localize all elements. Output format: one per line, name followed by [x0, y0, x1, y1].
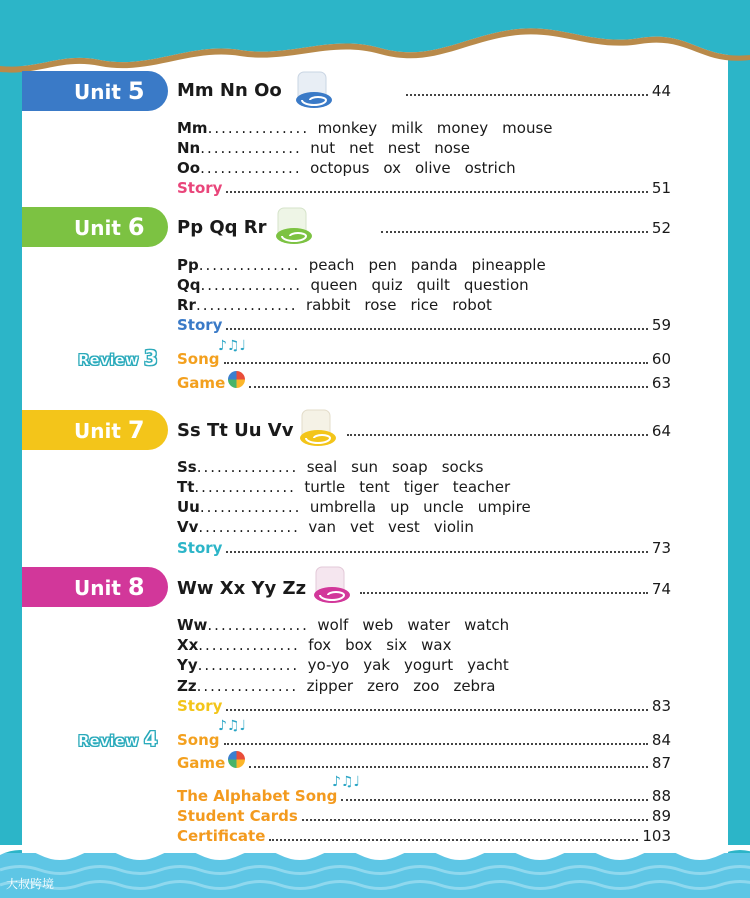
page-number: 44 — [651, 82, 671, 100]
alphabet-song-label: The Alphabet Song — [177, 787, 338, 805]
unit-number: 5 — [127, 77, 145, 105]
page-number: 89 — [651, 807, 671, 825]
toc-line-certificate[interactable] — [177, 827, 671, 845]
page-number: 51 — [651, 179, 671, 197]
page-number: 88 — [651, 787, 671, 805]
toc-line-story[interactable] — [177, 697, 671, 715]
bottom-sea-wave — [0, 845, 750, 898]
toc-line-game[interactable] — [177, 371, 671, 392]
toc-line-story[interactable] — [177, 179, 671, 197]
letter-row: Ss ............... seal sun soap socks — [177, 458, 484, 476]
page-number: 63 — [651, 374, 671, 392]
toc-line-unit-6[interactable] — [177, 217, 671, 238]
story-label: Story — [177, 179, 223, 197]
toc-line-unit-5[interactable] — [177, 80, 671, 101]
unit-6-tab — [22, 207, 168, 247]
music-notes-icon: ♪♫♩ — [218, 718, 247, 734]
unit-word: Unit — [74, 216, 121, 240]
letter-row: Tt ............... turtle tent tiger teacher — [177, 478, 511, 496]
letter-row: Ww ............... wolf web water watch — [177, 616, 510, 634]
unit-number: 7 — [127, 416, 145, 444]
toc-line-story[interactable] — [177, 539, 671, 557]
letter-row: Zz ............... zipper zero zoo zebra — [177, 677, 496, 695]
music-notes-icon: ♪♫♩ — [332, 774, 361, 790]
unit-word: Unit — [74, 576, 121, 600]
song-label: Song — [177, 350, 220, 368]
toc-line-story[interactable] — [177, 316, 671, 334]
student-cards-label: Student Cards — [177, 807, 298, 825]
review-4-label: Review 4 — [78, 727, 158, 751]
page-number: 52 — [651, 219, 671, 237]
page-number: 103 — [642, 827, 671, 845]
page-number: 60 — [651, 350, 671, 368]
watermark: 大叔跨境 — [6, 877, 55, 891]
letter-row: Mm ............... monkey milk money mouse — [177, 119, 553, 137]
unit-7-tab — [22, 410, 168, 450]
story-label: Story — [177, 539, 223, 557]
page-number: 64 — [651, 422, 671, 440]
unit-title: Pp Qq Rr — [177, 217, 267, 238]
letter-row: Yy ............... yo-yo yak yogurt yacht — [177, 656, 509, 674]
unit-title: Ww Xx Yy Zz — [177, 578, 307, 599]
page-number: 84 — [651, 731, 671, 749]
unit-5-tab — [22, 71, 168, 111]
letter-row: Uu ............... umbrella up uncle umpire — [177, 498, 531, 516]
page-number: 59 — [651, 316, 671, 334]
unit-title: Mm Nn Oo — [177, 80, 282, 101]
toc-line-student-cards[interactable] — [177, 807, 671, 825]
review-3-label: Review 3 — [78, 346, 158, 370]
letter-row: Qq ............... queen quiz quilt question — [177, 276, 529, 294]
right-frame — [728, 0, 750, 898]
unit-word: Unit — [74, 419, 121, 443]
unit-8-tab — [22, 567, 168, 607]
letter-row: Pp ............... peach pen panda pineapple — [177, 256, 546, 274]
toc-line-song[interactable] — [177, 731, 671, 749]
letter-row: Oo ............... octopus ox olive ostrich — [177, 159, 516, 177]
toc-line-unit-7[interactable] — [177, 420, 671, 441]
story-label: Story — [177, 697, 223, 715]
game-label: Game — [177, 374, 226, 392]
letter-row: Vv ............... van vet vest violin — [177, 518, 474, 536]
letter-row: Rr ............... rabbit rose rice robot — [177, 296, 492, 314]
game-ball-icon — [228, 371, 245, 388]
music-notes-icon: ♪♫♩ — [218, 338, 247, 354]
story-label: Story — [177, 316, 223, 334]
unit-number: 6 — [127, 213, 145, 241]
toc-line-song[interactable] — [177, 350, 671, 368]
unit-word: Unit — [74, 80, 121, 104]
song-label: Song — [177, 731, 220, 749]
game-label: Game — [177, 754, 226, 772]
certificate-label: Certificate — [177, 827, 266, 845]
toc-line-game[interactable] — [177, 751, 671, 772]
page-number: 83 — [651, 697, 671, 715]
letter-row: Nn ............... nut net nest nose — [177, 139, 470, 157]
toc-line-alphabet-song[interactable] — [177, 787, 671, 805]
page-number: 87 — [651, 754, 671, 772]
unit-number: 8 — [127, 573, 145, 601]
game-ball-icon — [228, 751, 245, 768]
page-number: 74 — [651, 580, 671, 598]
unit-title: Ss Tt Uu Vv — [177, 420, 294, 441]
letter-row: Xx ............... fox box six wax — [177, 636, 452, 654]
page-number: 73 — [651, 539, 671, 557]
left-frame — [0, 0, 22, 898]
toc-line-unit-8[interactable] — [177, 578, 671, 599]
